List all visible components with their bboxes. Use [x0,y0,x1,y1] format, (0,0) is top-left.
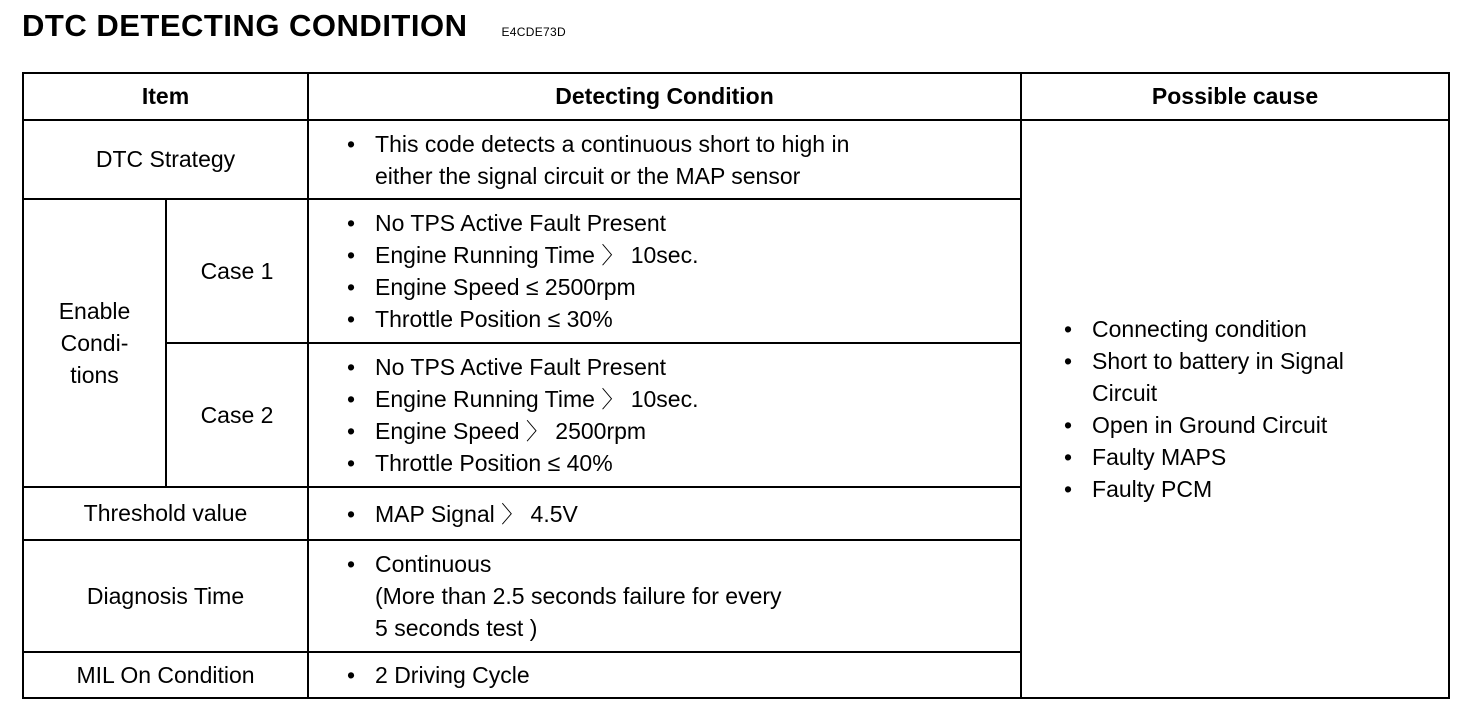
header-row [23,73,1449,120]
list-item: • Throttle Position ≤ 40% [343,447,1020,479]
document-code: E4CDE73D [501,25,566,39]
condition-list [343,351,1020,479]
condition-cell-diagnosis [308,540,1021,652]
condition-cell-case1 [308,199,1021,343]
column-header-item: Item [23,73,308,120]
title-row [22,8,566,48]
list-item: • No TPS Active Fault Present [343,351,1020,383]
condition-list [343,548,1020,644]
list-item: • Engine Speed ≤ 2500rpm [343,271,1020,303]
condition-list [343,498,1020,530]
condition-cell-mil [308,652,1021,698]
list-item: • Connecting condition [1060,313,1448,345]
condition-cell-case2 [308,343,1021,487]
table-row-strategy [23,120,1449,199]
condition-list [343,659,1020,691]
list-item: • Short to battery in Signal Circuit [1060,345,1448,409]
row-label-case2: Case 2 [166,343,308,487]
list-item: • No TPS Active Fault Present [343,207,1020,239]
list-item: • Engine Running Time 〉 10sec. [343,383,1020,415]
row-label-strategy: DTC Strategy [23,120,308,199]
list-item: • MAP Signal 〉 4.5V [343,498,1020,530]
page-title: DTC DETECTING CONDITION [22,8,468,43]
column-header-condition: Detecting Condition [308,73,1021,120]
row-label-threshold: Threshold value [23,487,308,540]
column-header-cause: Possible cause [1021,73,1449,120]
row-label-case1: Case 1 [166,199,308,343]
row-label-enable-conditions: Enable Condi- tions [23,199,166,487]
condition-list [343,207,1020,335]
possible-cause-cell [1021,120,1449,698]
list-item: • Open in Ground Circuit [1060,409,1448,441]
condition-cell-strategy [308,120,1021,199]
list-item: • Engine Speed 〉 2500rpm [343,415,1020,447]
list-item: • Engine Running Time 〉 10sec. [343,239,1020,271]
list-item: • Continuous (More than 2.5 seconds failure for every 5 seconds test ) [343,548,1020,644]
list-item: • Faulty PCM [1060,473,1448,505]
list-item: • Faulty MAPS [1060,441,1448,473]
row-label-mil: MIL On Condition [23,652,308,698]
dtc-condition-table [22,72,1450,699]
list-item: • 2 Driving Cycle [343,659,1020,691]
condition-cell-threshold [308,487,1021,540]
list-item: • Throttle Position ≤ 30% [343,303,1020,335]
row-label-diagnosis: Diagnosis Time [23,540,308,652]
list-item: • This code detects a continuous short to high in either the signal circuit or the MAP sensor [343,128,1020,192]
condition-list [343,128,1020,192]
possible-cause-list [1060,313,1448,505]
